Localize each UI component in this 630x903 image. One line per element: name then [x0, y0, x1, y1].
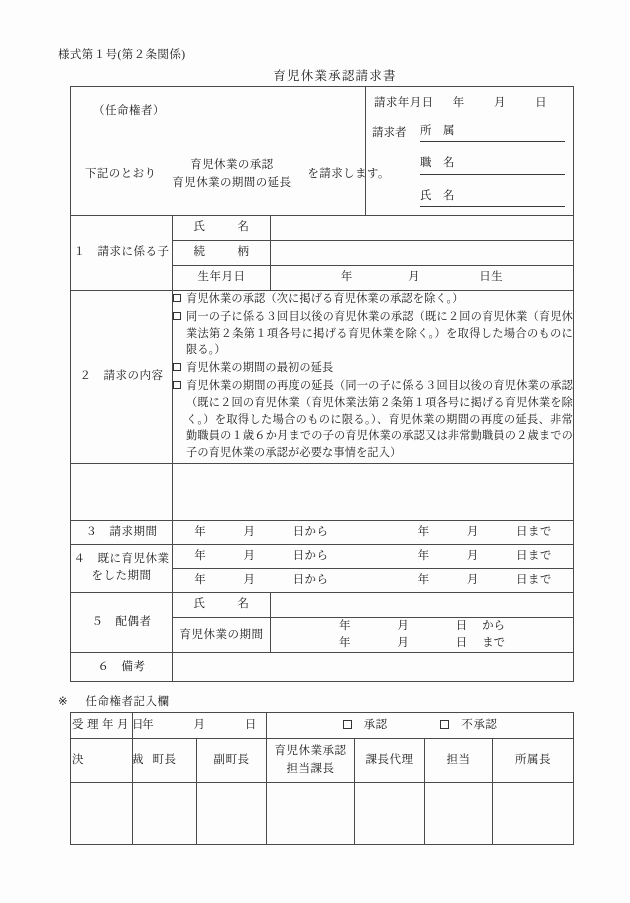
s4r1-to-year: 年	[417, 549, 430, 562]
approval-table	[70, 712, 574, 845]
column-chief	[267, 739, 355, 783]
requester-affiliation-row	[372, 123, 565, 142]
spouse-period-label: 育児休業の期間	[173, 617, 271, 653]
request-lead: 下記のとおり	[85, 168, 157, 181]
request-date-row	[374, 95, 567, 112]
checkbox-icon[interactable]	[173, 312, 181, 320]
birthdate-year: 年	[340, 271, 353, 284]
s3-to-month: 月	[466, 525, 479, 538]
seal-cell-mayor[interactable]	[133, 783, 197, 845]
note-mark-icon: ※	[58, 696, 69, 708]
request-date-year: 年	[452, 97, 465, 109]
form-code: 様式第１号(第２条関係)	[58, 49, 186, 61]
seal-cell-decision[interactable]	[71, 783, 133, 845]
requester-name-row	[372, 188, 565, 207]
s4r1-from-month: 月	[243, 549, 256, 562]
requester-name-input[interactable]	[460, 192, 565, 207]
section5-label: ５ 配偶者	[71, 592, 173, 653]
appointer-section-note	[58, 693, 170, 709]
checkbox-label-4: 育児休業の期間の再度の延長（同一の子に係る３回目以後の育児休業の承認（既に２回の育児休業（育児休業法第２条第１項各号に掲げる育児休業を除く。）を取得した場合のものに限る。）、育児休業の期間の再度の延長、非常勤職員の１歳６か月までの子の育児休業の承認又は非常勤職員の２歳までの子の育児休業の承認が必要な事情を記入）	[186, 379, 574, 460]
seal-cell-deputy[interactable]	[355, 783, 425, 845]
birthdate-month: 月	[408, 271, 420, 284]
checkbox-icon[interactable]	[173, 363, 181, 371]
section2-blank-area[interactable]	[173, 463, 574, 520]
request-date-day: 日	[535, 97, 548, 109]
receipt-day: 日	[244, 718, 257, 731]
seal-row	[71, 783, 574, 845]
reject-label: 不承認	[461, 718, 498, 731]
checkbox-label-2: 同一の子に係る３回目以後の育児休業の承認（既に２回の育児休業（育児休業法第２条第１項各号に掲げる育児休業を除く。）を取得した場合のものに限る。）	[186, 310, 574, 357]
s4r2-from-day: 日から	[292, 573, 329, 586]
section1-label: １ 請求に係る子	[71, 216, 173, 291]
section2-blank-row	[71, 463, 574, 520]
column-deputy: 課長代理	[355, 739, 425, 783]
spouse-period-from	[271, 618, 573, 635]
child-name-label: 氏 名	[173, 216, 271, 241]
checkbox-label-3: 育児休業の期間の最初の延長	[186, 362, 334, 375]
receipt-year: 年	[142, 718, 155, 731]
request-option-approval: 育児休業の承認	[190, 159, 274, 171]
checkbox-item-3[interactable]	[173, 360, 573, 377]
seal-cell-vice-mayor[interactable]	[197, 783, 267, 845]
section6-label: ６ 備考	[71, 653, 173, 682]
s4r2-to-year: 年	[417, 573, 430, 586]
s3-from-year: 年	[194, 525, 207, 538]
section2-blank-left	[71, 463, 173, 520]
column-dept-head: 所属長	[493, 739, 574, 783]
s4r2-from-month: 月	[243, 573, 256, 586]
s3-from-month: 月	[243, 525, 256, 538]
section3-period-input[interactable]	[173, 520, 574, 544]
s3-to-day: 日まで	[516, 525, 552, 538]
receipt-date-input[interactable]	[133, 713, 267, 739]
request-tail: を請求します。	[307, 168, 390, 181]
requester-block	[372, 123, 565, 220]
header-row	[71, 87, 574, 216]
section4-label-line1: ４ 既に育児休業	[73, 553, 170, 566]
s4r2-to-month: 月	[466, 573, 479, 586]
section2-row	[71, 291, 574, 464]
section6-row	[71, 653, 574, 682]
requester-label: 請求者	[372, 127, 407, 139]
seal-cell-dept-head[interactable]	[493, 783, 574, 845]
spouse-name-label: 氏 名	[173, 592, 271, 617]
request-date-label: 請求年月日	[374, 97, 434, 109]
position-label: 職 名	[420, 155, 460, 174]
approval-header-row	[71, 739, 574, 783]
affiliation-input[interactable]	[460, 127, 565, 142]
column-chief-line1: 育児休業承認	[274, 745, 347, 758]
child-relation-input[interactable]	[271, 241, 574, 266]
request-options	[172, 157, 291, 193]
s4r1-to-month: 月	[466, 549, 479, 562]
receipt-date-label: 受理年月日	[71, 713, 133, 739]
requester-position-row	[372, 155, 565, 174]
approve-label: 承認	[363, 718, 388, 731]
section4-period-input-2[interactable]	[173, 568, 574, 592]
spouse-from-day: 日	[455, 619, 468, 632]
section4-period-input-1[interactable]	[173, 544, 574, 568]
request-sentence	[85, 157, 390, 193]
note-text: 任命権者記入欄	[85, 696, 170, 708]
receipt-month: 月	[193, 718, 206, 731]
section2-label: ２ 請求の内容	[71, 291, 173, 464]
column-staff: 担当	[425, 739, 493, 783]
spouse-to-day: 日	[455, 637, 468, 650]
spouse-from-month: 月	[397, 619, 409, 632]
column-vice-mayor: 副町長	[197, 739, 267, 783]
decision-checkboxes	[267, 713, 574, 739]
column-chief-line2: 担当課長	[286, 762, 335, 775]
section3-label: ３ 請求期間	[71, 520, 173, 544]
s3-to-year: 年	[417, 525, 430, 538]
checkbox-item-2[interactable]	[173, 309, 573, 359]
section3-row	[71, 520, 574, 544]
seal-cell-staff[interactable]	[425, 783, 493, 845]
s3-from-day: 日から	[292, 525, 329, 538]
checkbox-label-1: 育児休業の承認（次に掲げる育児休業の承認を除く。）	[186, 293, 464, 305]
page-title: 育児休業承認請求書	[273, 69, 397, 83]
approve-checkbox-icon[interactable]	[343, 720, 352, 729]
section6-input[interactable]	[173, 653, 574, 682]
child-birthdate-label: 生年月日	[173, 266, 271, 291]
receipt-row	[71, 713, 574, 739]
s4r2-to-day: 日まで	[516, 573, 552, 586]
spouse-name-input[interactable]	[271, 592, 574, 617]
s4r1-from-year: 年	[194, 549, 207, 562]
decision-label: 決 裁	[71, 739, 133, 783]
spouse-from-suffix: から	[482, 619, 506, 632]
request-date-month: 月	[493, 97, 506, 109]
spouse-to-suffix: まで	[482, 637, 506, 650]
birthdate-day: 日生	[479, 271, 504, 284]
s4r2-from-year: 年	[194, 573, 207, 586]
s4r1-from-day: 日から	[292, 549, 329, 562]
affiliation-label: 所 属	[420, 123, 460, 142]
reject-checkbox-icon[interactable]	[440, 720, 449, 729]
requester-name-label: 氏 名	[420, 188, 460, 207]
header-right-cell	[366, 87, 574, 216]
checkbox-item-1[interactable]	[173, 291, 573, 308]
column-mayor: 町長	[133, 739, 197, 783]
request-option-extension: 育児休業の期間の延長	[172, 176, 292, 189]
checkbox-icon[interactable]	[173, 294, 181, 302]
section4-label	[71, 544, 173, 592]
section4-row-1	[71, 544, 574, 568]
appointer-label: （任命権者）	[93, 105, 165, 117]
position-input[interactable]	[460, 160, 565, 175]
spouse-to-year: 年	[338, 637, 351, 650]
main-form-table	[70, 86, 574, 682]
checkbox-icon[interactable]	[173, 381, 181, 389]
seal-cell-chief[interactable]	[267, 783, 355, 845]
spouse-from-year: 年	[338, 619, 351, 632]
section5-row-name	[71, 592, 574, 617]
spouse-to-month: 月	[397, 637, 409, 650]
checkbox-item-4[interactable]	[173, 378, 573, 462]
child-relation-label: 続 柄	[173, 241, 271, 266]
child-birthdate-input[interactable]	[271, 266, 574, 291]
section4-label-line2: をした期間	[91, 570, 152, 583]
section2-content	[173, 291, 574, 464]
s4r1-to-day: 日まで	[516, 549, 552, 562]
spouse-period-input[interactable]	[271, 617, 574, 653]
spouse-period-to	[271, 635, 573, 652]
